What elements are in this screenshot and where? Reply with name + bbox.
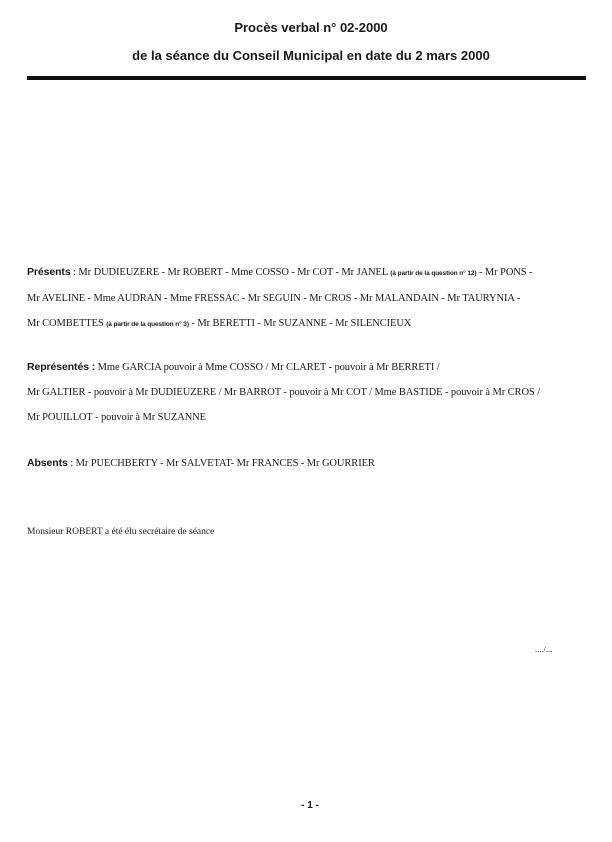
presents-note-1: (à partir de la question n° 12): [390, 270, 477, 277]
presents-label: Présents: [27, 266, 71, 278]
represented-label: Représentés :: [27, 361, 96, 373]
presents-text-1a: : Mr DUDIEUZERE - Mr ROBERT - Mme COSSO - Mr COT - Mr JANEL: [70, 267, 391, 278]
represented-line-3: Mr POUILLOT - pouvoir à Mr SUZANNE: [27, 412, 206, 423]
document-title: Procès verbal n° 02-2000: [234, 20, 388, 35]
absents-label: Absents: [27, 457, 68, 469]
continued-marker: ..../...: [535, 644, 553, 654]
document-subtitle: de la séance du Conseil Municipal en date du 2 mars 2000: [132, 48, 490, 63]
presents-line-2: Mr AVELINE - Mme AUDRAN - Mme FRESSAC - Mr SEGUIN - Mr CROS - Mr MALANDAIN - Mr TAURYNIA -: [27, 293, 521, 304]
represented-line-1: [27, 355, 567, 380]
page-number: - 1 -: [301, 800, 319, 811]
absents-line: [27, 451, 567, 476]
represented-section: [27, 355, 567, 430]
presents-text-3a: Mr COMBETTES: [27, 318, 107, 329]
header-rule: [27, 76, 586, 80]
presents-section: [27, 260, 567, 337]
absents-section: [27, 451, 567, 476]
represented-text-1: Mme GARCIA pouvoir à Mme COSSO / Mr CLARET - pouvoir à Mr BERRETI /: [95, 362, 440, 373]
presents-line-1: [27, 260, 567, 286]
presents-line-3: [27, 311, 567, 337]
presents-note-3: (à partir de la question n° 3): [106, 321, 189, 328]
presents-text-3b: - Mr BERETTI - Mr SUZANNE - Mr SILENCIEUX: [188, 318, 412, 329]
represented-line-2: Mr GALTIER - pouvoir à Mr DUDIEUZERE / Mr BARROT - pouvoir à Mr COT / Mme BASTIDE - pouvoir à Mr CROS /: [27, 387, 541, 398]
secretary-statement: Monsieur ROBERT a été élu secrétaire de séance: [27, 527, 215, 537]
absents-text: : Mr PUECHBERTY - Mr SALVETAT- Mr FRANCES - Mr GOURRIER: [67, 458, 375, 469]
presents-text-1b: - Mr PONS -: [476, 267, 533, 278]
